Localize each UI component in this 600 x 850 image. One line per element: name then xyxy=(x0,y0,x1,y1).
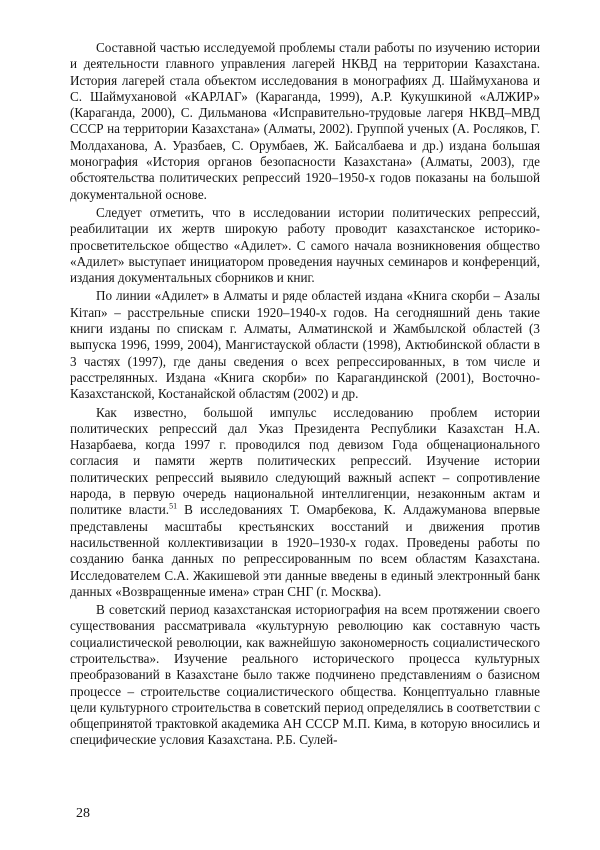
paragraph-3: По линии «Адилет» в Алматы и ряде областей издана «Книга скорби – Азалы Кітап» – расстрельные списки 1920–1940-х годов. На сегодняшний день такие книги изданы по спискам г. Алматы, Алматинской и Жамбылской областей (3 выпуска 1996, 1999, 2004), Мангистауской области (1998), Актюбинской области в 3 частях (1997), где даны сведения о всех репрессированных, в том числе и расстрелянных. Издана «Книга скорби» по Карагандинской (2001), Восточно-Казахстанской, Костанайской областям (2002) и др. xyxy=(70,288,540,402)
page-body xyxy=(70,40,540,751)
paragraph-1: Составной частью исследуемой проблемы стали работы по изучению истории и деятельности главного управления лагерей НКВД на территории Казахстана. История лагерей стала объектом исследования в монографиях Д. Шаймуханова и С. Шаймухановой «КАРЛАГ» (Караганда, 1999), А.Р. Кукушкиной «АЛЖИР» (Караганда, 2000), С. Дильманова «Исправительно-трудовые лагеря НКВД–МВД СССР на территории Казахстана» (Алматы, 2002). Группой ученых (А. Росляков, Г. Молдаханова, А. Уразбаев, С. Орумбаев, Ж. Байсалбаева и др.) издана большая монография «История органов безопасности Казахстана» (Алматы, 2003), где обстоятельства политических репрессий 1920–1950-х годов показаны на большой документальной основе. xyxy=(70,40,540,202)
paragraph-4 xyxy=(70,405,540,601)
footnote-marker: 51 xyxy=(169,501,178,511)
paragraph-5: В советский период казахстанская историография на всем протяжении своего существования рассматривала «культурную революцию как составную часть социалистической революции, как важнейшую закономерность социалистического строительства». Изучение реального исторического процесса культурных преобразований в Казахстане было также подчинено представлениям о базисном процессе – строительстве социалистического общества. Концептуально главные цели культурного строительства в советский период определялись в соответствии с общепринятой трактовкой академика АН СССР М.П. Кима, в которую вносились и специфические условия Казахстана. Р.Б. Сулей- xyxy=(70,602,540,748)
paragraph-4-part-2: В исследованиях Т. Омарбекова, К. Алдажуманова впервые представлены масштабы крестьянских восстаний и движения против насильственной коллективизации в 1920–1930-х годах. Проведены работы по созданию банка данных по репрессированным по всем областям Казахстана. Исследователем С.А. Жакишевой эти данные введены в единый электронный банк данных «Возвращенные имена» стран СНГ (г. Москва). xyxy=(70,502,540,599)
paragraph-4-part-1: Как известно, большой импульс исследованию проблем истории политических репрессий дал Указ Президента Республики Казахстан Н.А. Назарбаева, когда 1997 г. проводился под девизом Года общенационального согласия и памяти жертв политических репрессий. Изучение истории политических репрессий выявило следующий важный аспект – сопротивление народа, в первую очередь национальной интеллигенции, незаконным актам и политике власти. xyxy=(70,404,540,518)
page-number: 28 xyxy=(76,806,90,821)
paragraph-2: Следует отметить, что в исследовании истории политических репрессий, реабилитации их жертв широкую работу проводит казахстанское историко-просветительское общество «Адилет». С самого начала возникновения общество «Адилет» выступает инициатором проведения научных семинаров и конференций, издания документальных сборников и книг. xyxy=(70,204,540,286)
